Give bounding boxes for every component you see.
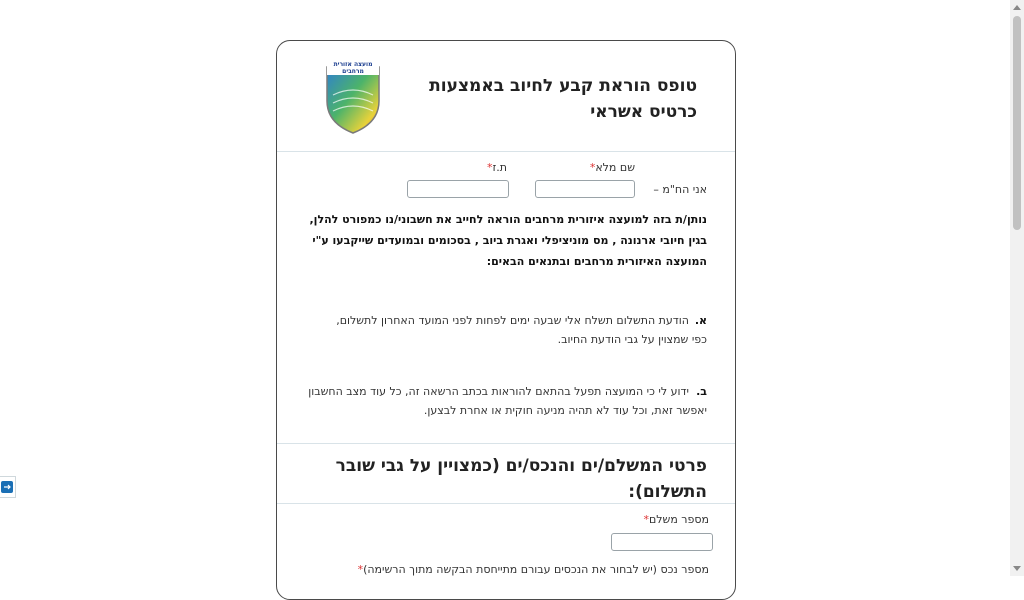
header-divider (277, 151, 735, 152)
payer-number-input[interactable] (611, 533, 713, 551)
clause-a-text: הודעת התשלום תשלח אלי שבעה ימים לפחות לפני המועד האחרון לתשלום, כפי שמצוין על גבי הודעת החיוב. (336, 314, 707, 346)
form-title: טופס הוראת קבע לחיוב באמצעות כרטיס אשראי (429, 76, 697, 122)
property-number-label: מספר נכס (יש לבחור את הנכסים עבורם מתייחסת הבקשה מתוך הרשימה)* (357, 563, 709, 576)
clause-b (307, 382, 707, 420)
logo-text: מועצה אזורית מרחבים (333, 61, 373, 75)
payer-section-title: פרטי המשלם/ים והנכס/ים (כמצויין על גבי שובר התשלום): (335, 456, 707, 502)
intro-paragraph: נותן/ת בזה למועצה איזורית מרחבים הוראה לחייב את חשבוני/נו כמפורט להלן, בגין חיובי ארנונה , מס מוניציפלי ואגרת ביוב , בסכומים ובמועדים שייקבעו ע"י המועצה האיזורית מרחבים ובתנאים הבאים: (309, 213, 707, 268)
accessibility-widget[interactable] (0, 476, 16, 498)
scroll-up-icon[interactable] (1013, 5, 1021, 10)
form-card (276, 40, 736, 600)
id-input[interactable] (407, 180, 509, 198)
section-divider (277, 443, 735, 444)
payer-number-label: מספר משלם* (643, 513, 709, 526)
id-label: ת.ז* (486, 161, 507, 174)
full-name-label: שם מלא* (589, 161, 635, 174)
accessibility-icon (0, 477, 14, 497)
clause-a (327, 311, 707, 349)
clause-a-mark: א. (694, 314, 707, 327)
section-title-divider (277, 503, 735, 504)
scroll-down-icon[interactable] (1013, 566, 1021, 571)
council-logo (323, 55, 383, 135)
scrollbar-thumb[interactable] (1013, 16, 1021, 230)
clause-b-text: ידוע לי כי המועצה תפעל בהתאם להוראות בכתב הרשאה זה, כל עוד מצב החשבון יאפשר זאת, וכל עוד לא תהיה מניעה חוקית או אחרת לבצען. (308, 385, 707, 417)
clause-b-mark: ב. (696, 385, 707, 398)
full-name-input[interactable] (535, 180, 635, 198)
undersigned-label: אני הח"מ – (653, 183, 707, 196)
page-scrollbar[interactable] (1010, 0, 1024, 576)
